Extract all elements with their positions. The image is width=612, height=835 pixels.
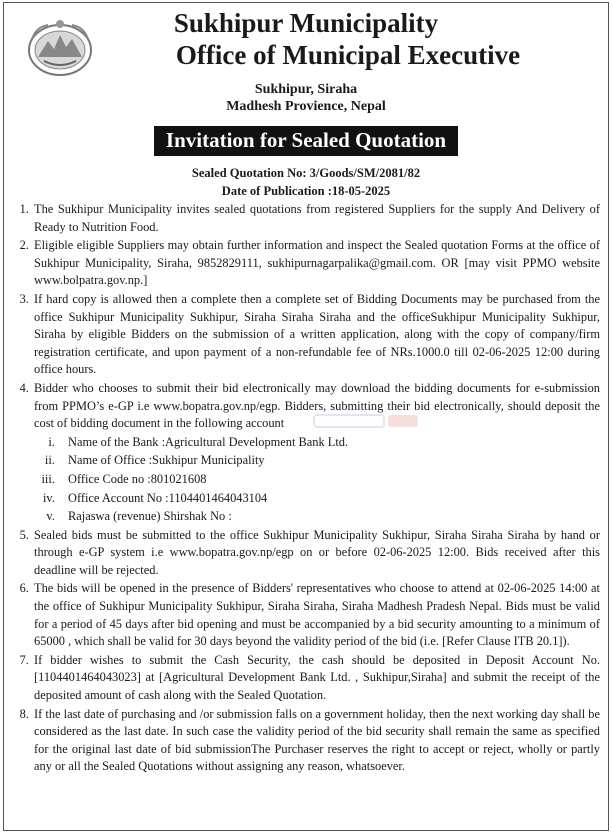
clause-item: 6. The bids will be opened in the presence of Bidders' representatives who choose to attend at 02-06-2025 14:00 at the office of Sukhipur Municipality Sukhipur, Siraha Siraha, Siraha Madhesh Pradesh Nepal. Bids must be valid for a period of 45 days after bid opening and must be accompanied by a bid security amounting to a minimum of 65000 , which shall be valid for 30 days beyond the validity period of the bid (i.e. [Refer Clause ITB 20.1]). bbox=[32, 580, 600, 650]
title-wrap bbox=[4, 123, 608, 156]
account-detail-item: i. Name of the Bank :Agricultural Development Bank Ltd. bbox=[58, 434, 600, 452]
account-detail-item: iii. Office Code no :801021608 bbox=[58, 471, 600, 489]
quotation-number: Sealed Quotation No: 3/Goods/SM/2081/82 bbox=[191, 166, 421, 180]
notice-title: Invitation for Sealed Quotation bbox=[154, 126, 458, 156]
address-line-2: Madhesh Provience, Nepal bbox=[226, 99, 386, 114]
office-name: Office of Municipal Executive bbox=[175, 40, 521, 70]
clause-item bbox=[32, 380, 600, 526]
clause-item: 8. If the last date of purchasing and /or submission falls on a government holiday, then the next working day shall be considered as the last date. In such case the validity period of the bid security shall remain the same as specified for the original last date of bid submissionThe Purchaser reserves the right to accept or reject, wholly or partly any or all the Sealed Quotations without assigning any reason, whatsoever. bbox=[32, 706, 600, 776]
clause-item: 1. The Sukhipur Municipality invites sealed quotations from registered Suppliers for the supply And Delivery of Ready to Nutrition Food. bbox=[32, 201, 600, 236]
clause-item: 7. If bidder wishes to submit the Cash Security, the cash should be deposited in Deposit Account No.[1104401464043023] at [Agricultural Development Bank Ltd. , Sukhipur,Siraha] and submit the receipt of the deposited amount of cash along with the Sealed Quotation. bbox=[32, 652, 600, 705]
org-name: Sukhipur Municipality bbox=[173, 8, 439, 38]
clause-item: 5. Sealed bids must be submitted to the office Sukhipur Municipality Sukhipur, Siraha Siraha Siraha by hand or through e-GP system i.e www.bopatra.gov.np/egp on or before 02-06-2025 12:00. Bids received after this deadline will be rejected. bbox=[32, 527, 600, 580]
account-detail-item: ii. Name of Office :Sukhipur Municipality bbox=[58, 452, 600, 470]
account-detail-item: iv. Office Account No :1104401464043104 bbox=[58, 490, 600, 508]
clause-item: 3. If hard copy is allowed then a complete then a complete set of Bidding Documents may be purchased from the office Sukhipur Municipality Sukhipur, Siraha Siraha Siraha and the officeSukhipur Municipality Sukhipur, Siraha by eligible Bidders on the submission of a written application, along with the copy of company/firm registration certificate, and upon payment of a non-refundable fee of NRs.1000.0 till 02-06-2025 12:00 during office hours. bbox=[32, 291, 600, 379]
letterhead bbox=[4, 3, 608, 121]
clause-list bbox=[4, 201, 608, 776]
address-line-1: Sukhipur, Siraha bbox=[254, 82, 358, 97]
account-detail-item: v. Rajaswa (revenue) Shirshak No : bbox=[58, 508, 600, 526]
clause-item: 2. Eligible eligible Suppliers may obtain further information and inspect the Sealed quotation Forms at the office of Sukhipur Municipality, Siraha, 9852829111, sukhipurnagarpalika@gmail.com. OR [may visit PPMO website www.bolpatra.gov.np.] bbox=[32, 237, 600, 290]
publication-date: Date of Publication :18-05-2025 bbox=[221, 184, 391, 198]
account-details-list bbox=[34, 434, 600, 526]
clause-text: Bidder who chooses to submit their bid electronically may download the bidding documents for e-submission from PPMO’s e-GP i.e www.bopatra.gov.np/egp. Bidders, submitting their bid electronically, should deposit the cost of bidding document in the following account bbox=[34, 380, 600, 431]
notice-page bbox=[3, 2, 609, 831]
